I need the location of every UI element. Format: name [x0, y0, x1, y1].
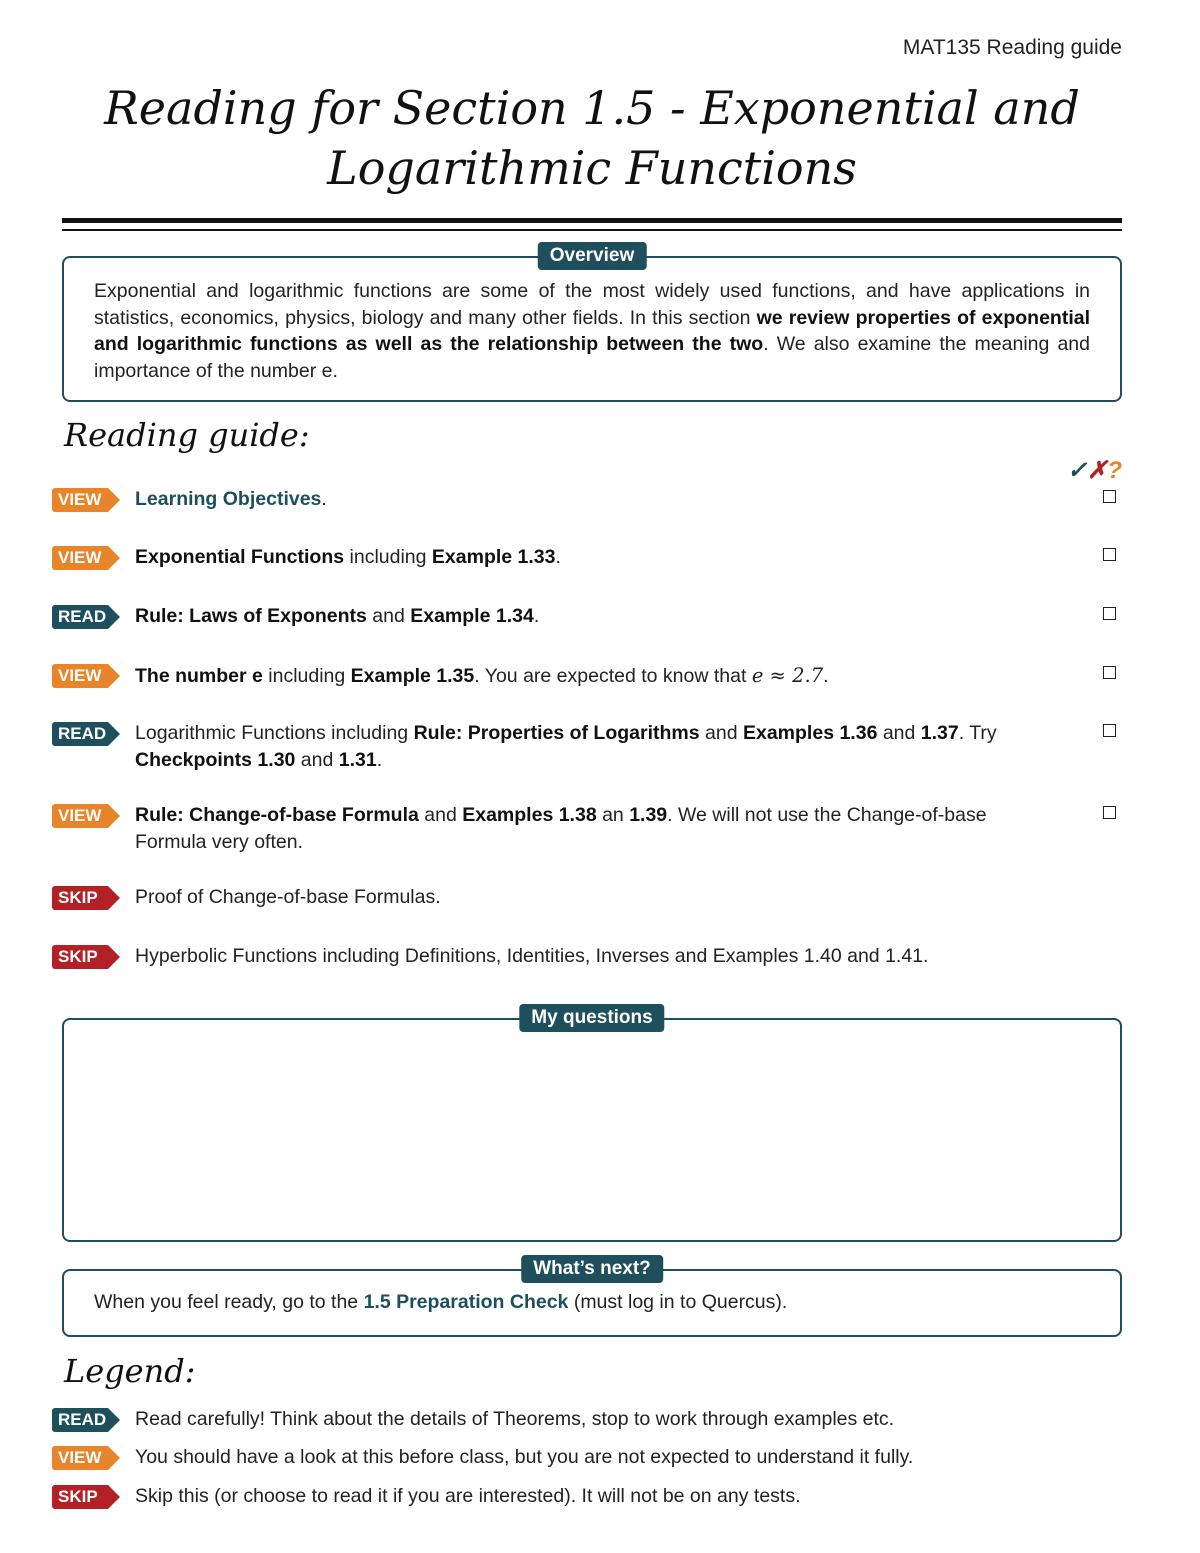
bold-text: Rule: Laws of Exponents [135, 605, 367, 627]
text: and [295, 749, 339, 771]
title-rule-thick [62, 218, 1122, 223]
skip-badge: SKIP [52, 1485, 108, 1509]
view-badge: VIEW [52, 804, 108, 828]
legend-text: You should have a look at this before class, but you are not expected to understand it fully. [135, 1446, 914, 1468]
checkbox[interactable] [1103, 806, 1116, 819]
read-badge: READ [52, 722, 108, 746]
learning-objectives-link[interactable]: Learning Objectives [135, 488, 322, 510]
text: including [344, 546, 432, 568]
bold-text: Examples 1.38 [462, 804, 597, 826]
checkbox[interactable] [1103, 724, 1116, 737]
skip-badge: SKIP [52, 945, 108, 969]
guide-item-text: Hyperbolic Functions including Definitions, Identities, Inverses and Examples 1.40 and 1.41. [135, 945, 929, 967]
guide-item-text [135, 802, 1055, 856]
x-mark-icon: ✗ [1087, 457, 1108, 484]
course-header: MAT135 Reading guide [902, 36, 1122, 59]
bold-text: Example 1.35 [350, 665, 475, 687]
text: including [262, 665, 351, 687]
page-title [62, 78, 1122, 198]
question-mark-icon: ? [1107, 457, 1122, 484]
legend-heading: Legend: [64, 1352, 196, 1390]
text: and [699, 722, 743, 744]
title-rule-thin [62, 229, 1122, 231]
legend-text: Skip this (or choose to read it if you are interested). It will not be on any tests. [135, 1485, 801, 1507]
guide-item-text [135, 662, 1055, 690]
guide-item-text [135, 720, 1055, 774]
text: an [596, 804, 630, 826]
view-badge: VIEW [52, 546, 108, 570]
bold-text: Exponential Functions [135, 546, 345, 568]
overview-label: Overview [538, 242, 647, 270]
text: Logarithmic Functions including [135, 722, 414, 744]
checkbox[interactable] [1103, 607, 1116, 620]
guide-item-text [135, 603, 1055, 630]
bold-text: 1.39 [629, 804, 668, 826]
text: . [823, 665, 829, 687]
text: . [555, 546, 561, 568]
legend-text: Read carefully! Think about the details of Theorems, stop to work through examples etc. [135, 1408, 895, 1430]
bold-text: The number e [135, 665, 263, 687]
reading-guide-heading: Reading guide: [64, 416, 310, 454]
my-questions-label: My questions [519, 1004, 664, 1032]
view-badge: VIEW [52, 664, 108, 688]
overview-text-1: Exponential and logarithmic functions are some of the most widely used functions, and have applications in statistics, economics, physics, biology and many other fields. In this section [94, 280, 1090, 329]
overview-text-2: . We also examine the meaning and importance of the number e. [94, 333, 1090, 382]
text: . We will not use the Change-of-base Formula very often. [135, 804, 987, 853]
text: . [376, 749, 383, 771]
text: When you feel ready, go to the [94, 1291, 364, 1313]
whats-next-label: What’s next? [521, 1255, 663, 1283]
status-marks [1067, 456, 1122, 485]
checkbox[interactable] [1103, 490, 1116, 503]
bold-text: 1.31 [338, 749, 377, 771]
text: (must log in to Quercus). [568, 1291, 788, 1313]
bold-text: Rule: Change-of-base Formula [135, 804, 419, 826]
math-expression: e ≈ 2.7 [751, 664, 824, 687]
title-line-1: Reading for Section 1.5 - Exponential and [104, 81, 1080, 135]
skip-badge: SKIP [52, 886, 108, 910]
overview-bold: we review properties of exponential and logarithmic functions as well as the relationship between the two [94, 306, 1090, 355]
bold-text: 1.37 [920, 722, 959, 744]
text: . Try [958, 722, 997, 744]
bold-text: Checkpoints 1.30 [135, 749, 296, 771]
text: and [877, 722, 921, 744]
view-badge: VIEW [52, 1446, 108, 1470]
read-badge: READ [52, 605, 108, 629]
overview-box [62, 245, 1122, 402]
checkbox[interactable] [1103, 666, 1116, 679]
bold-text: Example 1.33 [431, 546, 556, 568]
checkbox[interactable] [1103, 548, 1116, 561]
guide-item-text [135, 486, 1055, 513]
preparation-check-link[interactable]: 1.5 Preparation Check [363, 1291, 569, 1313]
my-questions-box[interactable] [62, 1007, 1122, 1242]
bold-text: Example 1.34 [410, 605, 534, 627]
title-line-2: Logarithmic Functions [327, 141, 857, 195]
read-badge: READ [52, 1408, 108, 1432]
text: . [533, 605, 540, 627]
guide-item-text [135, 544, 1055, 571]
text: . [321, 488, 327, 510]
guide-item-text: Proof of Change-of-base Formulas. [135, 886, 441, 908]
whats-next-box [62, 1258, 1122, 1337]
check-mark-icon: ✓ [1067, 457, 1088, 484]
text: . You are expected to know that [474, 665, 752, 687]
text: and [366, 605, 411, 627]
bold-text: Rule: Properties of Logarithms [413, 722, 700, 744]
view-badge: VIEW [52, 488, 108, 512]
text: and [418, 804, 463, 826]
bold-text: Examples 1.36 [742, 722, 878, 744]
overview-text [64, 258, 1120, 384]
